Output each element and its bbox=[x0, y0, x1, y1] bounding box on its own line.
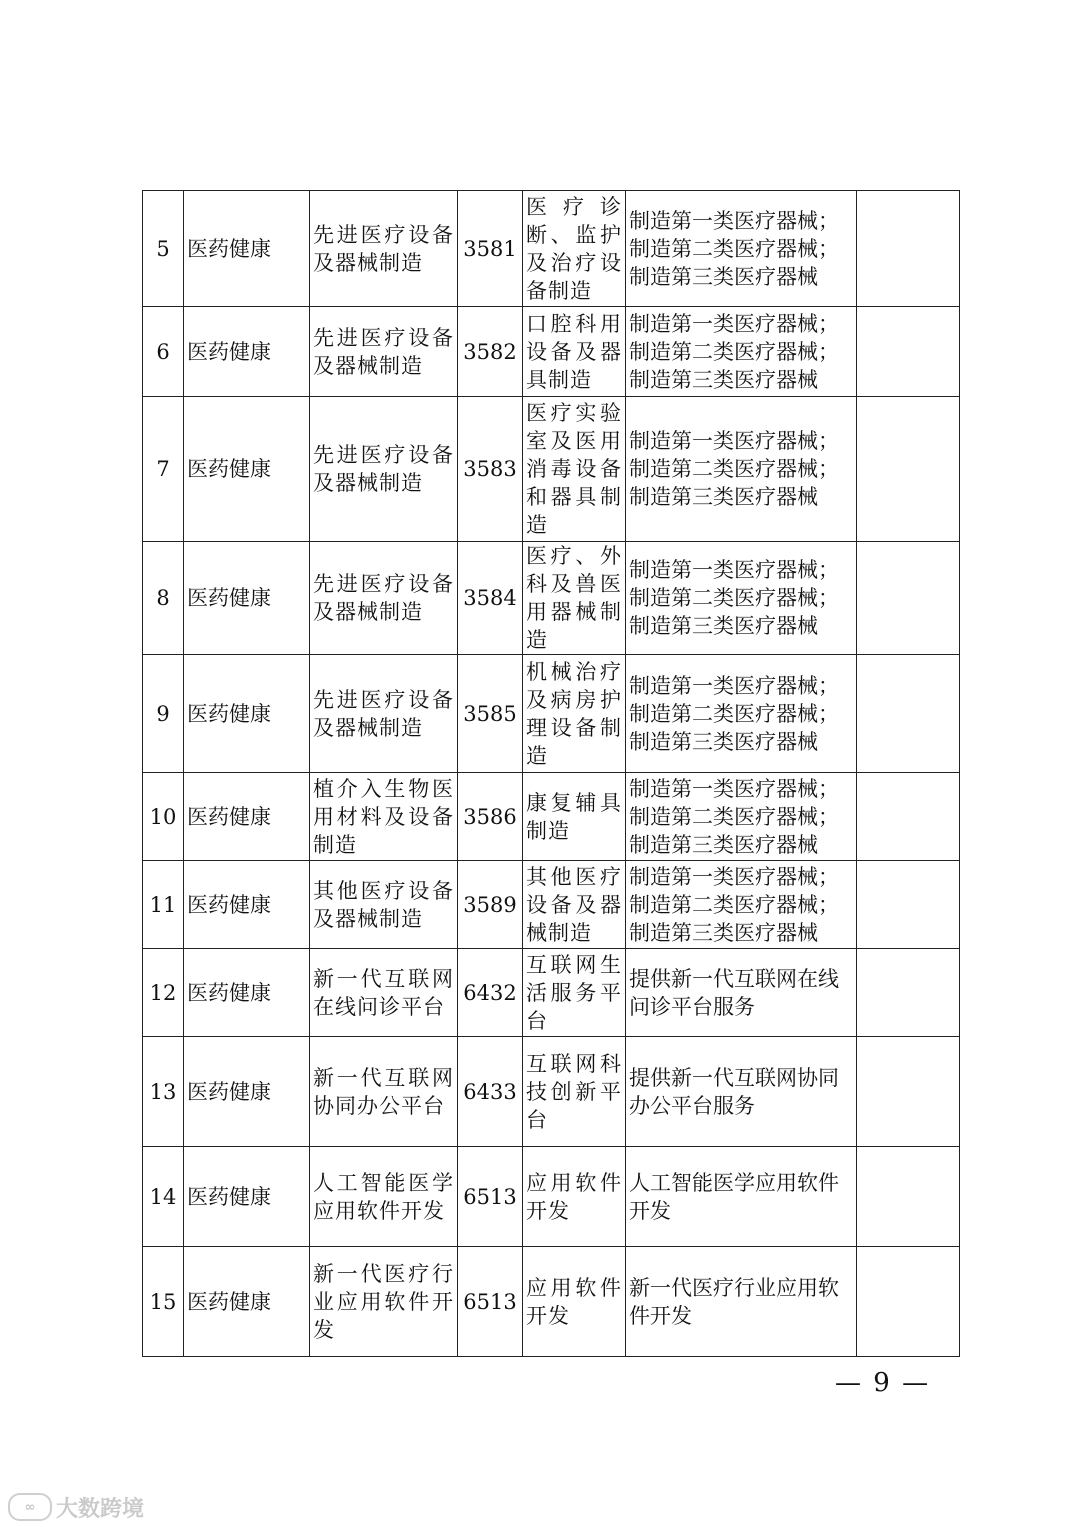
table-row bbox=[143, 397, 960, 542]
industry-cell: 医药健康 bbox=[184, 861, 310, 949]
industry-code-cell: 3581 bbox=[458, 191, 523, 307]
industry-category-cell: 应用软件开发 bbox=[523, 1247, 626, 1357]
row-number: 15 bbox=[143, 1247, 184, 1357]
industry-category-cell: 其他医疗设备及器械制造 bbox=[523, 861, 626, 949]
industry-code-cell: 3584 bbox=[458, 542, 523, 655]
row-number: 7 bbox=[143, 397, 184, 542]
note-cell bbox=[857, 397, 960, 542]
industry-category-cell: 互联网科技创新平台 bbox=[523, 1037, 626, 1147]
industry-cell: 医药健康 bbox=[184, 397, 310, 542]
table-body bbox=[143, 191, 960, 1357]
product-name-cell: 新一代互联网协同办公平台 bbox=[310, 1037, 458, 1147]
product-name-cell: 人工智能医学应用软件开发 bbox=[310, 1147, 458, 1247]
industry-cell: 医药健康 bbox=[184, 1037, 310, 1147]
industry-category-cell: 医疗实验室及医用消毒设备和器具制造 bbox=[523, 397, 626, 542]
product-name-cell: 先进医疗设备及器械制造 bbox=[310, 307, 458, 397]
table-row bbox=[143, 1147, 960, 1247]
business-scope-cell: 新一代医疗行业应用软件开发 bbox=[626, 1247, 857, 1357]
industry-code-cell: 6513 bbox=[458, 1147, 523, 1247]
industry-cell: 医药健康 bbox=[184, 307, 310, 397]
product-name-cell: 其他医疗设备及器械制造 bbox=[310, 861, 458, 949]
row-number: 10 bbox=[143, 773, 184, 861]
business-scope-cell: 提供新一代互联网在线问诊平台服务 bbox=[626, 949, 857, 1037]
business-scope-cell: 人工智能医学应用软件开发 bbox=[626, 1147, 857, 1247]
note-cell bbox=[857, 861, 960, 949]
table-row bbox=[143, 542, 960, 655]
table-row bbox=[143, 307, 960, 397]
row-number: 6 bbox=[143, 307, 184, 397]
product-name-cell: 新一代医疗行业应用软件开发 bbox=[310, 1247, 458, 1357]
industry-code-cell: 3582 bbox=[458, 307, 523, 397]
note-cell bbox=[857, 542, 960, 655]
business-scope-cell: 制造第一类医疗器械；制造第二类医疗器械；制造第三类医疗器械 bbox=[626, 542, 857, 655]
industry-category-cell: 口腔科用设备及器具制造 bbox=[523, 307, 626, 397]
industry-code-cell: 3583 bbox=[458, 397, 523, 542]
product-name-cell: 新一代互联网在线问诊平台 bbox=[310, 949, 458, 1037]
industry-cell: 医药健康 bbox=[184, 1147, 310, 1247]
business-scope-cell: 制造第一类医疗器械；制造第二类医疗器械；制造第三类医疗器械 bbox=[626, 861, 857, 949]
note-cell bbox=[857, 1037, 960, 1147]
product-name-cell: 先进医疗设备及器械制造 bbox=[310, 655, 458, 773]
industry-category-cell: 机械治疗及病房护理设备制造 bbox=[523, 655, 626, 773]
industry-code-cell: 3585 bbox=[458, 655, 523, 773]
watermark-text: 大数跨境 bbox=[56, 1496, 145, 1522]
business-scope-cell: 制造第一类医疗器械；制造第二类医疗器械；制造第三类医疗器械 bbox=[626, 773, 857, 861]
row-number: 12 bbox=[143, 949, 184, 1037]
note-cell bbox=[857, 1147, 960, 1247]
industry-code-cell: 3589 bbox=[458, 861, 523, 949]
row-number: 8 bbox=[143, 542, 184, 655]
business-scope-cell: 制造第一类医疗器械；制造第二类医疗器械；制造第三类医疗器械 bbox=[626, 191, 857, 307]
product-name-cell: 先进医疗设备及器械制造 bbox=[310, 397, 458, 542]
industry-cell: 医药健康 bbox=[184, 542, 310, 655]
table-row bbox=[143, 861, 960, 949]
industry-cell: 医药健康 bbox=[184, 191, 310, 307]
industry-code-cell: 6513 bbox=[458, 1247, 523, 1357]
business-scope-cell: 制造第一类医疗器械；制造第二类医疗器械；制造第三类医疗器械 bbox=[626, 307, 857, 397]
row-number: 5 bbox=[143, 191, 184, 307]
industry-code-cell: 3586 bbox=[458, 773, 523, 861]
industry-cell: 医药健康 bbox=[184, 1247, 310, 1357]
industry-category-cell: 互联网生活服务平台 bbox=[523, 949, 626, 1037]
industry-table bbox=[142, 190, 960, 1357]
table-row bbox=[143, 773, 960, 861]
product-name-cell: 植介入生物医用材料及设备制造 bbox=[310, 773, 458, 861]
table-row bbox=[143, 949, 960, 1037]
row-number: 14 bbox=[143, 1147, 184, 1247]
note-cell bbox=[857, 307, 960, 397]
watermark bbox=[8, 1492, 144, 1522]
business-scope-cell: 提供新一代互联网协同办公平台服务 bbox=[626, 1037, 857, 1147]
note-cell bbox=[857, 949, 960, 1037]
product-name-cell: 先进医疗设备及器械制造 bbox=[310, 542, 458, 655]
product-name-cell: 先进医疗设备及器械制造 bbox=[310, 191, 458, 307]
row-number: 9 bbox=[143, 655, 184, 773]
industry-category-cell: 医疗诊断、监护及治疗设备制造 bbox=[523, 191, 626, 307]
row-number: 11 bbox=[143, 861, 184, 949]
industry-cell: 医药健康 bbox=[184, 949, 310, 1037]
page-number: — 9 — bbox=[835, 1368, 931, 1398]
industry-cell: 医药健康 bbox=[184, 655, 310, 773]
industry-category-cell: 医疗、外科及兽医用器械制造 bbox=[523, 542, 626, 655]
table-row bbox=[143, 1037, 960, 1147]
note-cell bbox=[857, 191, 960, 307]
note-cell bbox=[857, 655, 960, 773]
table-row bbox=[143, 1247, 960, 1357]
industry-category-cell: 应用软件开发 bbox=[523, 1147, 626, 1247]
industry-cell: 医药健康 bbox=[184, 773, 310, 861]
note-cell bbox=[857, 1247, 960, 1357]
industry-category-cell: 康复辅具制造 bbox=[523, 773, 626, 861]
table-row bbox=[143, 191, 960, 307]
industry-code-cell: 6432 bbox=[458, 949, 523, 1037]
table-row bbox=[143, 655, 960, 773]
watermark-logo-icon: ∞ bbox=[8, 1493, 52, 1521]
business-scope-cell: 制造第一类医疗器械；制造第二类医疗器械；制造第三类医疗器械 bbox=[626, 655, 857, 773]
industry-code-cell: 6433 bbox=[458, 1037, 523, 1147]
row-number: 13 bbox=[143, 1037, 184, 1147]
note-cell bbox=[857, 773, 960, 861]
business-scope-cell: 制造第一类医疗器械；制造第二类医疗器械；制造第三类医疗器械 bbox=[626, 397, 857, 542]
